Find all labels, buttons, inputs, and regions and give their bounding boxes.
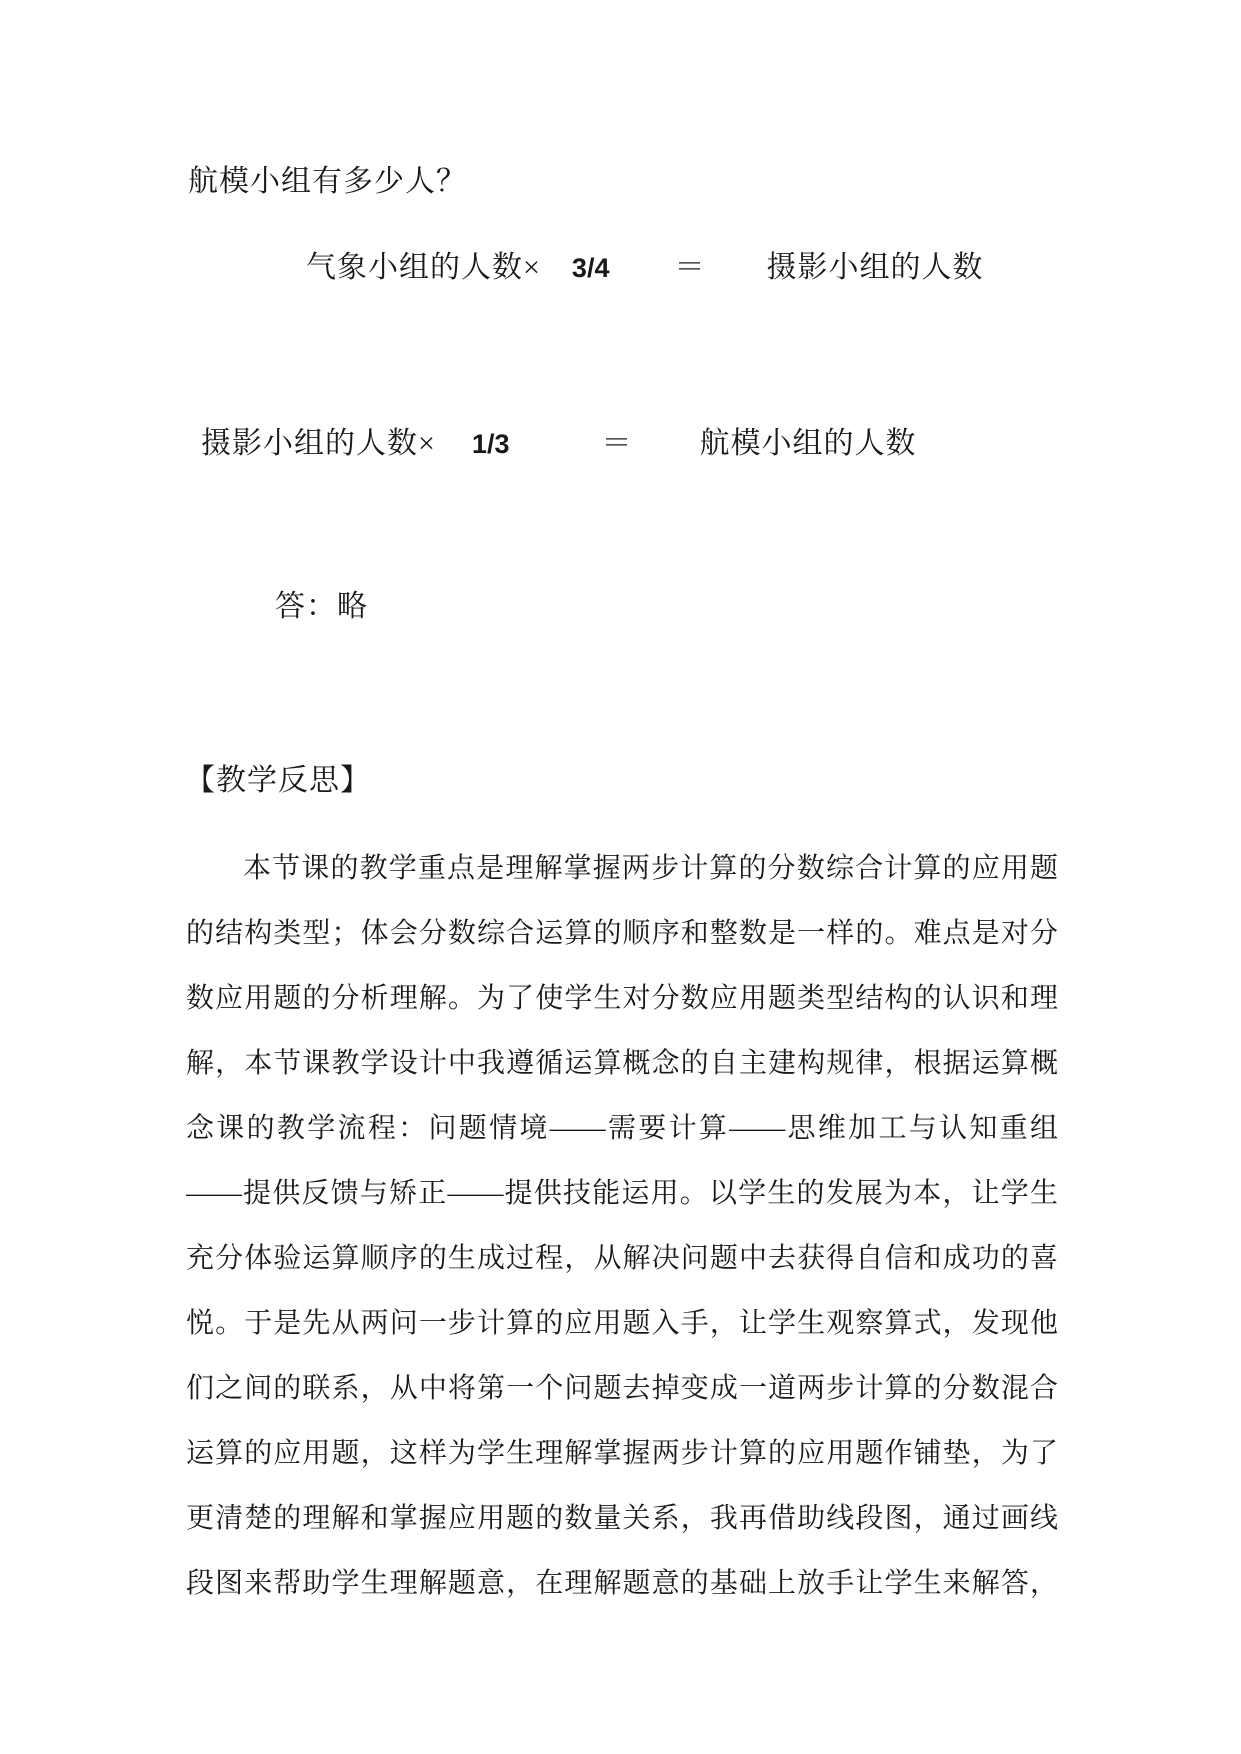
paragraph-line: 的结构类型；体会分数综合运算的顺序和整数是一样的。难点是对分 xyxy=(186,918,1058,949)
paragraph-line: 解，本节课教学设计中我遵循运算概念的自主建构规律，根据运算概 xyxy=(186,1048,1058,1079)
equation-1-left-text: 气象小组的人数× xyxy=(306,251,541,284)
paragraph-line: 段图来帮助学生理解题意，在理解题意的基础上放手让学生来解答， xyxy=(186,1568,1058,1599)
answer-line: 答：略 xyxy=(275,590,368,623)
equation-1-equals-sign: ＝ xyxy=(674,251,706,284)
paragraph-line: 更清楚的理解和掌握应用题的数量关系，我再借助线段图，通过画线 xyxy=(186,1503,1058,1534)
equation-2-equals-sign: ＝ xyxy=(601,427,633,460)
paragraph-line: 运算的应用题，这样为学生理解掌握两步计算的应用题作铺垫，为了 xyxy=(186,1438,1058,1469)
equation-2-fraction: 1/3 xyxy=(471,429,510,459)
paragraph-line: 数应用题的分析理解。为了使学生对分数应用题类型结构的认识和理 xyxy=(186,983,1058,1014)
equation-row-1 xyxy=(306,253,983,283)
paragraph-line: 本节课的教学重点是理解掌握两步计算的分数综合计算的应用题 xyxy=(243,853,1058,884)
paragraph-line: 悦。于是先从两问一步计算的应用题入手，让学生观察算式，发现他 xyxy=(186,1308,1058,1339)
section-heading: 【教学反思】 xyxy=(185,764,371,797)
equation-2-left-text: 摄影小组的人数× xyxy=(201,427,436,460)
equation-2-right-text: 航模小组的人数 xyxy=(699,427,917,460)
equation-1-fraction: 3/4 xyxy=(571,253,610,283)
paragraph-line: 充分体验运算顺序的生成过程，从解决问题中去获得自信和成功的喜 xyxy=(186,1243,1058,1274)
equation-1-right-text: 摄影小组的人数 xyxy=(766,251,984,284)
paragraph-line: ——提供反馈与矫正——提供技能运用。以学生的发展为本，让学生 xyxy=(186,1178,1058,1209)
paragraph-line: 们之间的联系，从中将第一个问题去掉变成一道两步计算的分数混合 xyxy=(186,1373,1058,1404)
question-line: 航模小组有多少人？ xyxy=(188,165,467,198)
reflection-paragraph xyxy=(186,836,1058,1616)
paragraph-line: 念课的教学流程：问题情境——需要计算——思维加工与认知重组 xyxy=(186,1113,1058,1144)
equation-row-2 xyxy=(201,429,916,459)
